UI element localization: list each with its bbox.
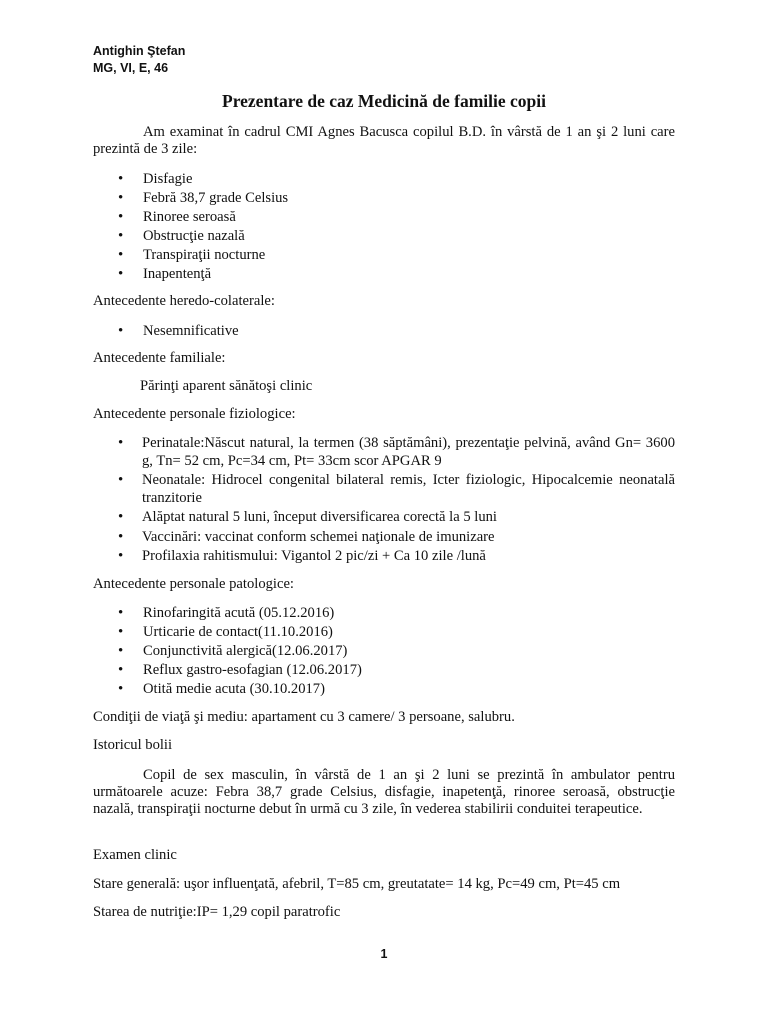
familiale-heading: Antecedente familiale:: [93, 350, 226, 366]
fiziologice-heading: Antecedente personale fiziologice:: [93, 406, 296, 422]
conditii-text: Condiţii de viaţă şi mediu: apartament cu 3 camere/ 3 persoane, salubru.: [93, 709, 515, 725]
examen-heading: Examen clinic: [93, 847, 177, 863]
list-item: • Transpiraţii nocturne: [93, 246, 675, 265]
familiale-text: Părinţi aparent sănătoşi clinic: [140, 378, 313, 394]
author-group: MG, VI, E, 46: [93, 61, 169, 75]
list-item: • Febră 38,7 grade Celsius: [93, 189, 675, 208]
list-item: • Rinofaringită acută (05.12.2016): [93, 604, 675, 623]
page-number: 1: [380, 947, 388, 961]
list-item: • Alăptat natural 5 luni, început diversificarea corectă la 5 luni: [93, 509, 675, 527]
heredo-heading: Antecedente heredo-colaterale:: [93, 293, 275, 309]
list-item: • Nesemnificative: [93, 322, 675, 341]
fiziologice-list: [93, 435, 675, 568]
intro-paragraph: Am examinat în cadrul CMI Agnes Bacusca copilul B.D. în vârstă de 1 an şi 2 luni care prezintă de 3 zile:: [93, 124, 675, 157]
author-name: Antighin Ştefan: [93, 44, 186, 58]
list-item: • Perinatale:Născut natural, la termen (38 săptămâni), prezentaţie pelvină, având Gn= 3600 g, Tn= 52 cm, Pc=34 cm, Pt= 33cm scor APGAR 9: [93, 435, 675, 470]
list-item: • Obstrucţie nazală: [93, 227, 675, 246]
istoric-paragraph: Copil de sex masculin, în vârstă de 1 an şi 2 luni se prezintă în ambulator pentru următoarele acuze: Febra 38,7 grade Celsius, disfagie, inapetenţă, rinoree seroasă, obstrucţie nazală, transpiraţii nocturne debut în urmă cu 3 zile, în vederea stabilirii conduitei terapeutice.: [93, 767, 675, 817]
list-item: • Reflux gastro-esofagian (12.06.2017): [93, 661, 675, 680]
stare-generala: Stare generală: uşor influenţată, afebril, T=85 cm, greutatate= 14 kg, Pc=49 cm, Pt=45 cm: [93, 876, 621, 892]
list-item: • Conjunctivită alergică(12.06.2017): [93, 642, 675, 661]
list-item: • Disfagie: [93, 170, 675, 189]
symptoms-list: [93, 170, 675, 284]
istoric-heading: Istoricul bolii: [93, 737, 173, 753]
list-item: • Neonatale: Hidrocel congenital bilateral remis, Icter fiziologic, Hipocalcemie neonatală tranzitorie: [93, 472, 675, 507]
patologice-list: [93, 604, 675, 699]
list-item: • Otită medie acuta (30.10.2017): [93, 680, 675, 699]
stare-nutritie: Starea de nutriţie:IP= 1,29 copil paratrofic: [93, 904, 341, 920]
patologice-heading: Antecedente personale patologice:: [93, 576, 294, 592]
list-item: • Rinoree seroasă: [93, 208, 675, 227]
list-item: • Vaccinări: vaccinat conform schemei naţionale de imunizare: [93, 529, 675, 547]
list-item: • Profilaxia rahitismului: Vigantol 2 pic/zi + Ca 10 zile /lună: [93, 548, 675, 566]
list-item: • Inapentenţă: [93, 265, 675, 284]
heredo-list: [93, 322, 675, 341]
author-header: [93, 43, 185, 77]
page-title: Prezentare de caz Medicină de familie copii: [222, 91, 546, 111]
list-item: • Urticarie de contact(11.10.2016): [93, 623, 675, 642]
